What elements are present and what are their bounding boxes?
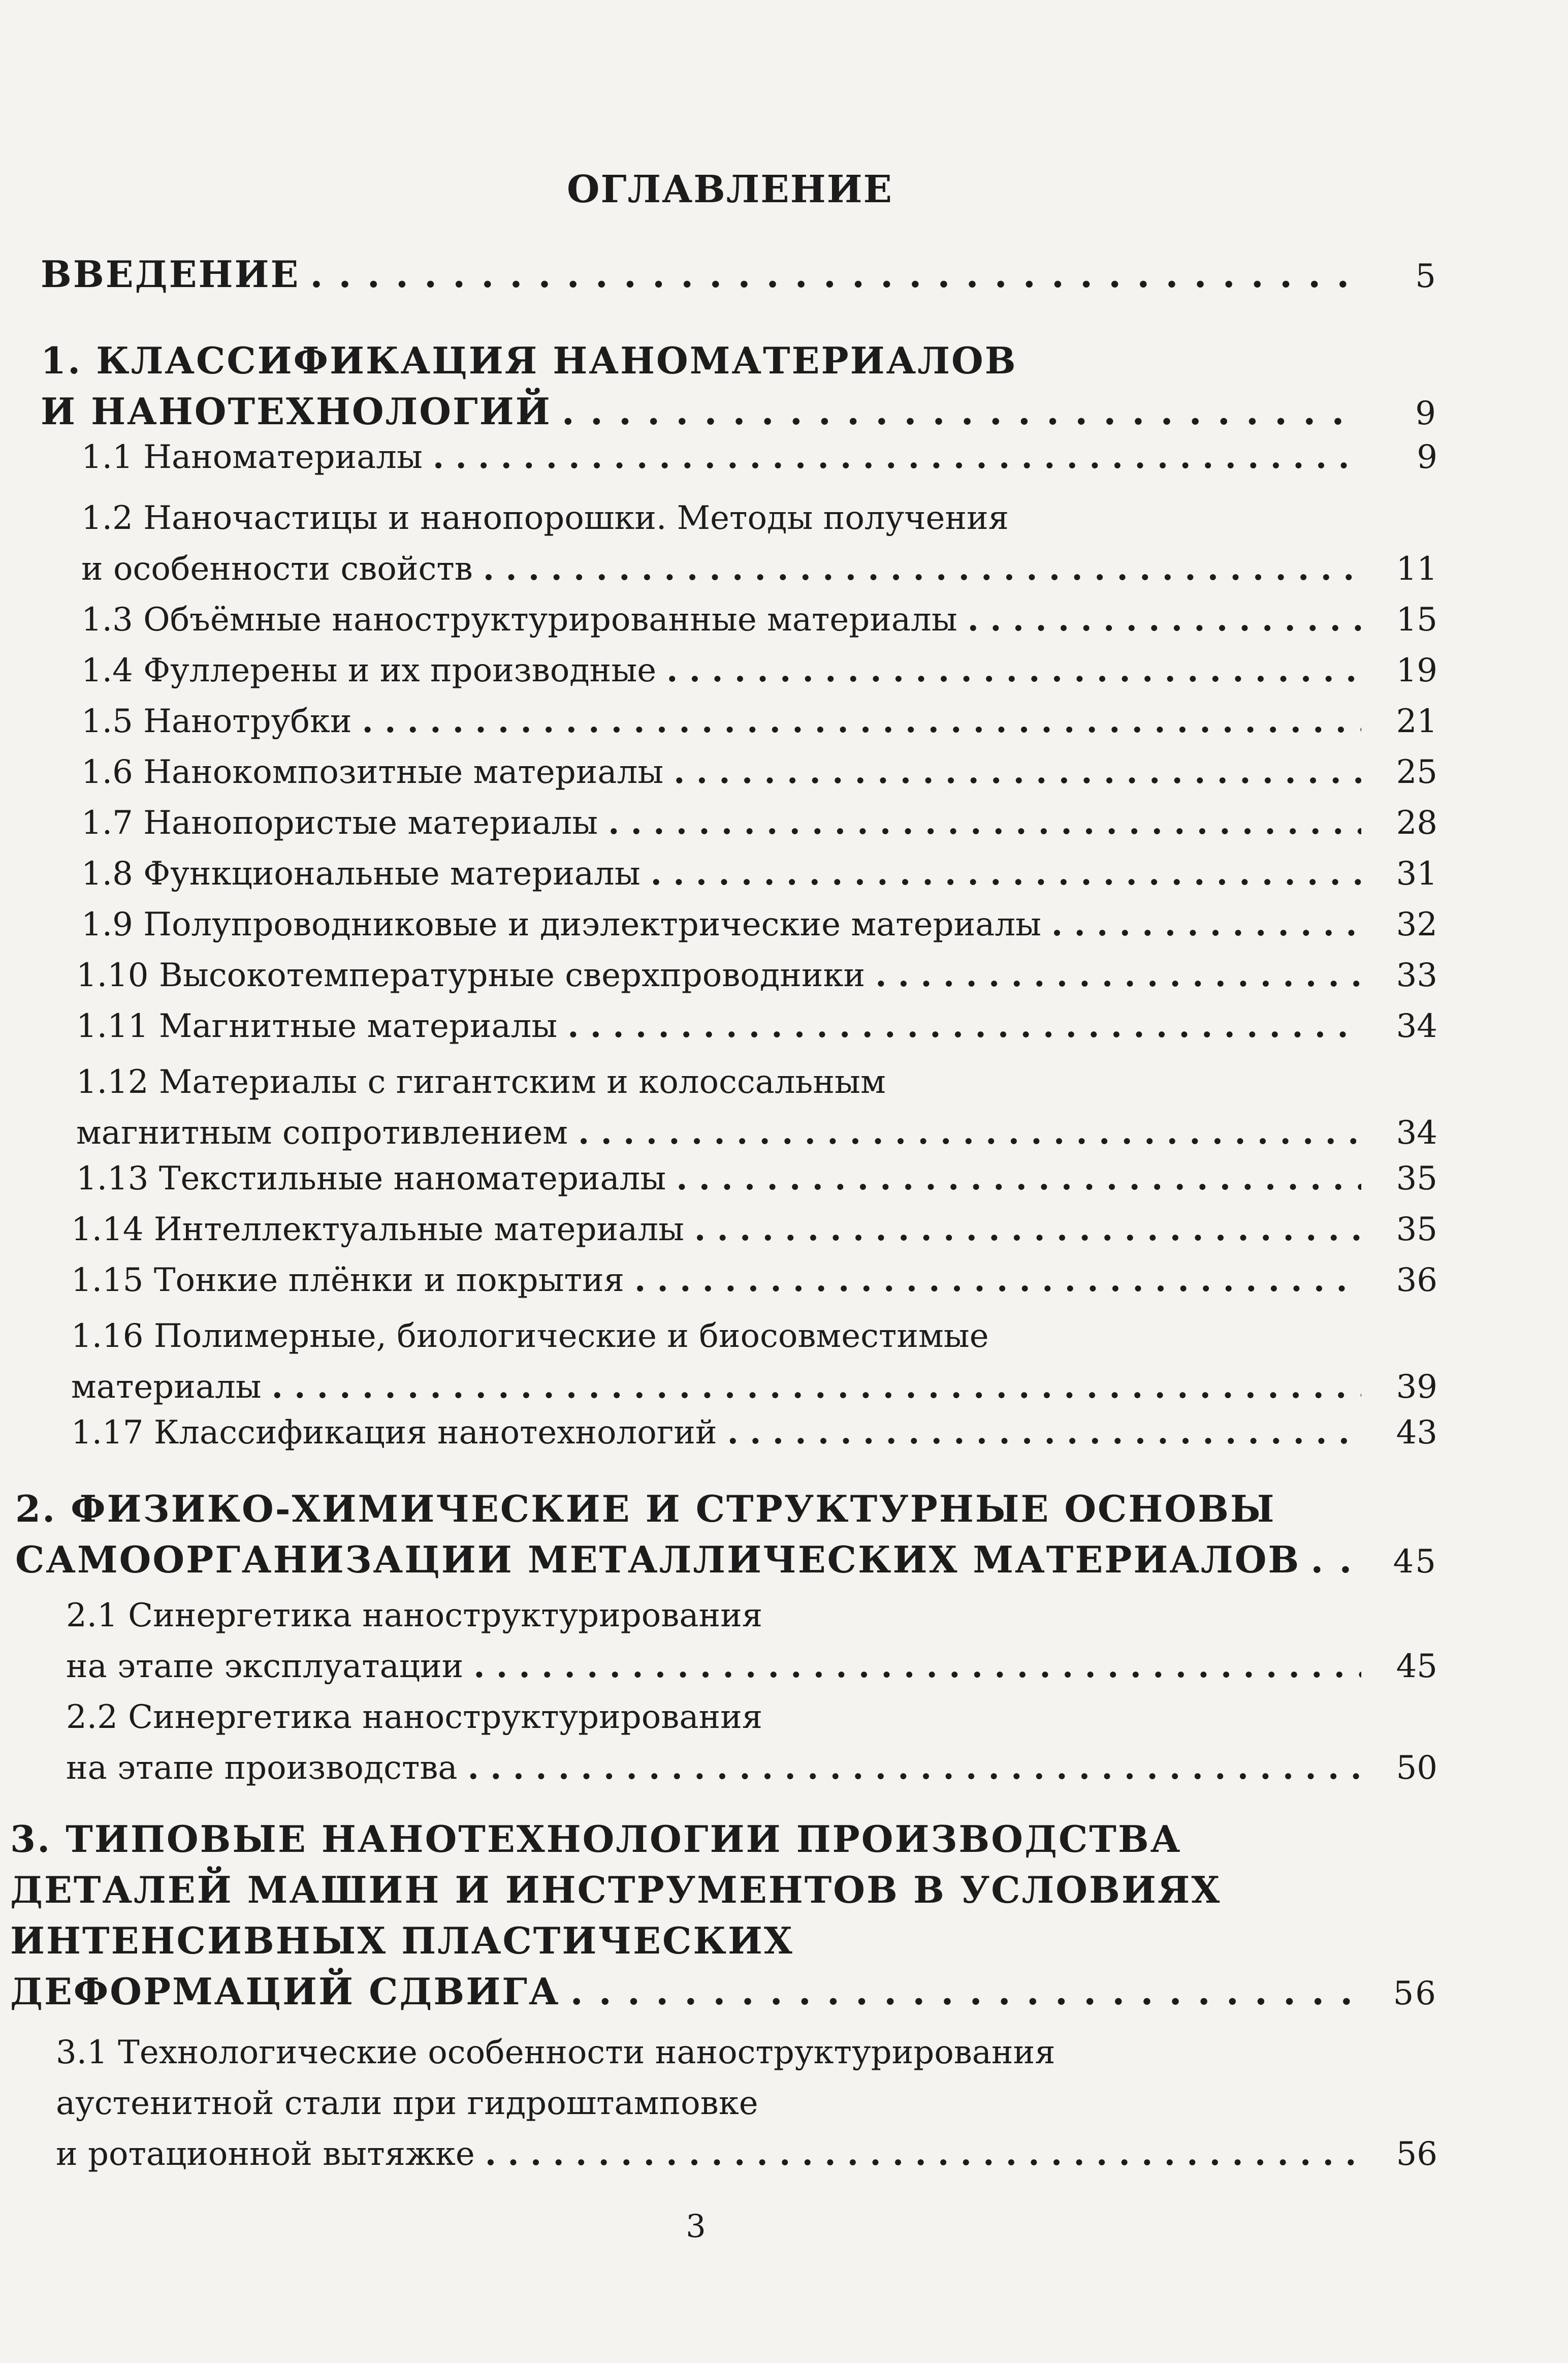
toc-entry-title-cont: И НАНОТЕХНОЛОГИЙ bbox=[41, 390, 552, 433]
toc-page-number: 9 bbox=[1415, 395, 1437, 432]
toc-page-number: 32 bbox=[1396, 906, 1437, 943]
dot-leader bbox=[598, 798, 1361, 848]
toc-entry-1-2 bbox=[81, 493, 1437, 594]
toc-entry-title: 1.8 Функциональные материалы bbox=[81, 855, 641, 893]
toc-page-number: 56 bbox=[1393, 1975, 1437, 2012]
toc-entry-1-7 bbox=[81, 798, 1437, 848]
toc-page-number: 34 bbox=[1396, 1007, 1437, 1045]
toc-entry-1-9 bbox=[81, 899, 1437, 950]
dot-leader bbox=[552, 386, 1361, 437]
toc-entry-2-1 bbox=[66, 1590, 1437, 1692]
toc-entry-chapter-3 bbox=[10, 1814, 1437, 2019]
toc-page-number: 19 bbox=[1396, 652, 1437, 689]
dot-leader bbox=[262, 1362, 1361, 1412]
toc-entry-1-4 bbox=[81, 645, 1437, 696]
toc-entry-1-6 bbox=[81, 747, 1437, 798]
toc-entry-title: 2. ФИЗИКО-ХИМИЧЕСКИЕ И СТРУКТУРНЫЕ ОСНОВЫ bbox=[15, 1487, 1276, 1530]
toc-entry-title: 1.6 Нанокомпозитные материалы bbox=[81, 753, 664, 791]
toc-entry-title-cont: магнитным сопротивлением bbox=[76, 1114, 568, 1152]
dot-leader bbox=[473, 544, 1361, 594]
dot-leader bbox=[300, 249, 1361, 300]
toc-page-number: 31 bbox=[1396, 855, 1437, 893]
toc-entry-1-15 bbox=[71, 1255, 1437, 1306]
toc-entry-title: 1.16 Полимерные, биологические и биосовместимые bbox=[71, 1317, 989, 1355]
toc-entry-title-cont: на этапе производства bbox=[66, 1749, 458, 1787]
toc-entry-1-13 bbox=[76, 1153, 1437, 1204]
toc-entry-title-cont: на этапе эксплуатации bbox=[66, 1648, 464, 1685]
toc-entry-title: 3.1 Технологические особенности наноструктурирования bbox=[56, 2034, 1055, 2071]
toc-entry-3-1 bbox=[56, 2027, 1437, 2180]
toc-entry-1-14 bbox=[71, 1204, 1437, 1255]
dot-leader bbox=[641, 848, 1361, 899]
toc-entry-title-cont: САМООРГАНИЗАЦИИ МЕТАЛЛИЧЕСКИХ МАТЕРИАЛОВ bbox=[15, 1538, 1301, 1581]
toc-entry-title: 1.4 Фуллерены и их производные bbox=[81, 652, 657, 689]
dot-leader bbox=[458, 1743, 1361, 1793]
toc-page-number: 45 bbox=[1393, 1543, 1437, 1581]
toc-entry-title: 1.2 Наночастицы и нанопорошки. Методы получения bbox=[81, 499, 1009, 537]
toc-entry-title-cont: ИНТЕНСИВНЫХ ПЛАСТИЧЕСКИХ bbox=[10, 1919, 794, 1962]
dot-leader bbox=[865, 950, 1361, 1001]
toc-entry-title-cont: аустенитной стали при гидроштамповке bbox=[56, 2085, 758, 2122]
toc-entry-title: 1.17 Классификация нанотехнологий bbox=[71, 1414, 717, 1452]
toc-entry-title: 1.9 Полупроводниковые и диэлектрические материалы bbox=[81, 906, 1041, 943]
toc-entry-1-12 bbox=[76, 1057, 1437, 1158]
toc-entry-title: 1.15 Тонкие плёнки и покрытия bbox=[71, 1262, 624, 1299]
dot-leader bbox=[352, 696, 1362, 747]
toc-entry-title: 1.13 Текстильные наноматериалы bbox=[76, 1160, 666, 1198]
toc-page-number: 56 bbox=[1396, 2135, 1437, 2173]
dot-leader bbox=[463, 1641, 1361, 1692]
toc-entry-1-11 bbox=[76, 1001, 1437, 1052]
toc-page-number: 15 bbox=[1396, 601, 1437, 639]
dot-leader bbox=[568, 1108, 1361, 1158]
toc-entry-title: 1.12 Материалы с гигантским и колоссальным bbox=[76, 1063, 886, 1101]
toc-entry-title: 1.10 Высокотемпературные сверхпроводники bbox=[76, 957, 866, 994]
dot-leader bbox=[666, 1153, 1361, 1204]
toc-entry-1-8 bbox=[81, 848, 1437, 899]
dot-leader bbox=[663, 747, 1361, 798]
toc-entry-title-cont: материалы bbox=[71, 1368, 262, 1406]
dot-leader bbox=[423, 432, 1361, 483]
toc-entry-chapter-1 bbox=[41, 335, 1437, 439]
toc-page-number: 35 bbox=[1396, 1211, 1437, 1248]
toc-entry-title: 2.2 Синергетика наноструктурирования bbox=[66, 1698, 763, 1736]
dot-leader bbox=[957, 594, 1361, 645]
toc-entry-title: 1.7 Нанопористые материалы bbox=[81, 804, 598, 842]
dot-leader bbox=[1300, 1534, 1361, 1585]
toc-page-number: 21 bbox=[1396, 703, 1437, 740]
toc-entry-title: ВВЕДЕНИЕ bbox=[41, 253, 300, 296]
toc-entry-title: 1.3 Объёмные наноструктурированные материалы bbox=[81, 601, 957, 639]
toc-entry-title-cont: и ротационной вытяжке bbox=[56, 2135, 475, 2173]
dot-leader bbox=[717, 1407, 1361, 1458]
toc-page-number: 43 bbox=[1396, 1414, 1437, 1452]
toc-page-number: 35 bbox=[1396, 1160, 1437, 1198]
toc-entry-2-2 bbox=[66, 1692, 1437, 1793]
toc-entry-title-cont: и особенности свойств bbox=[81, 550, 473, 588]
page-title: ОГЛАВЛЕНИЕ bbox=[567, 168, 893, 211]
toc-entry-1-1 bbox=[81, 432, 1437, 483]
toc-entry-title: 3. ТИПОВЫЕ НАНОТЕХНОЛОГИИ ПРОИЗВОДСТВА bbox=[10, 1817, 1182, 1861]
toc-entry-title-cont: ДЕТАЛЕЙ МАШИН И ИНСТРУМЕНТОВ В УСЛОВИЯХ bbox=[10, 1868, 1222, 1911]
toc-page-number: 28 bbox=[1396, 804, 1437, 842]
toc-entry-title: 2.1 Синергетика наноструктурирования bbox=[66, 1597, 763, 1634]
toc-page-number: 34 bbox=[1396, 1114, 1437, 1152]
toc-page-number: 36 bbox=[1396, 1262, 1437, 1299]
dot-leader bbox=[624, 1255, 1361, 1306]
toc-page-number: 33 bbox=[1396, 957, 1437, 994]
toc-entry-title: 1. КЛАССИФИКАЦИЯ НАНОМАТЕРИАЛОВ bbox=[41, 339, 1017, 382]
toc-page-number: 45 bbox=[1396, 1648, 1437, 1685]
toc-page-number: 50 bbox=[1396, 1749, 1437, 1787]
toc-page-number: 5 bbox=[1415, 258, 1437, 295]
toc-entry-title: 1.14 Интеллектуальные материалы bbox=[71, 1211, 684, 1248]
dot-leader bbox=[656, 645, 1361, 696]
toc-entry-1-16 bbox=[71, 1311, 1437, 1412]
toc-entry-1-17 bbox=[71, 1407, 1437, 1458]
toc-entry-1-3 bbox=[81, 594, 1437, 645]
footer-page-number: 3 bbox=[686, 2208, 706, 2245]
dot-leader bbox=[684, 1204, 1361, 1255]
toc-entry-title-cont: ДЕФОРМАЦИЙ СДВИГА bbox=[10, 1970, 560, 2013]
toc-entry-introduction bbox=[41, 249, 1437, 302]
toc-entry-chapter-2 bbox=[15, 1484, 1437, 1587]
toc-page-number: 25 bbox=[1396, 753, 1437, 791]
toc-entry-title: 1.5 Нанотрубки bbox=[81, 703, 352, 740]
toc-page-number: 9 bbox=[1417, 438, 1437, 476]
dot-leader bbox=[557, 1001, 1361, 1052]
toc-entry-title: 1.11 Магнитные материалы bbox=[76, 1007, 558, 1045]
toc-entry-title: 1.1 Наноматериалы bbox=[81, 438, 423, 476]
dot-leader bbox=[560, 1966, 1361, 2017]
toc-page-number: 39 bbox=[1396, 1368, 1437, 1406]
toc-entry-1-10 bbox=[76, 950, 1437, 1001]
toc-page-number: 11 bbox=[1396, 550, 1437, 588]
toc-entry-1-5 bbox=[81, 696, 1437, 747]
dot-leader bbox=[1041, 899, 1361, 950]
dot-leader bbox=[475, 2129, 1361, 2180]
